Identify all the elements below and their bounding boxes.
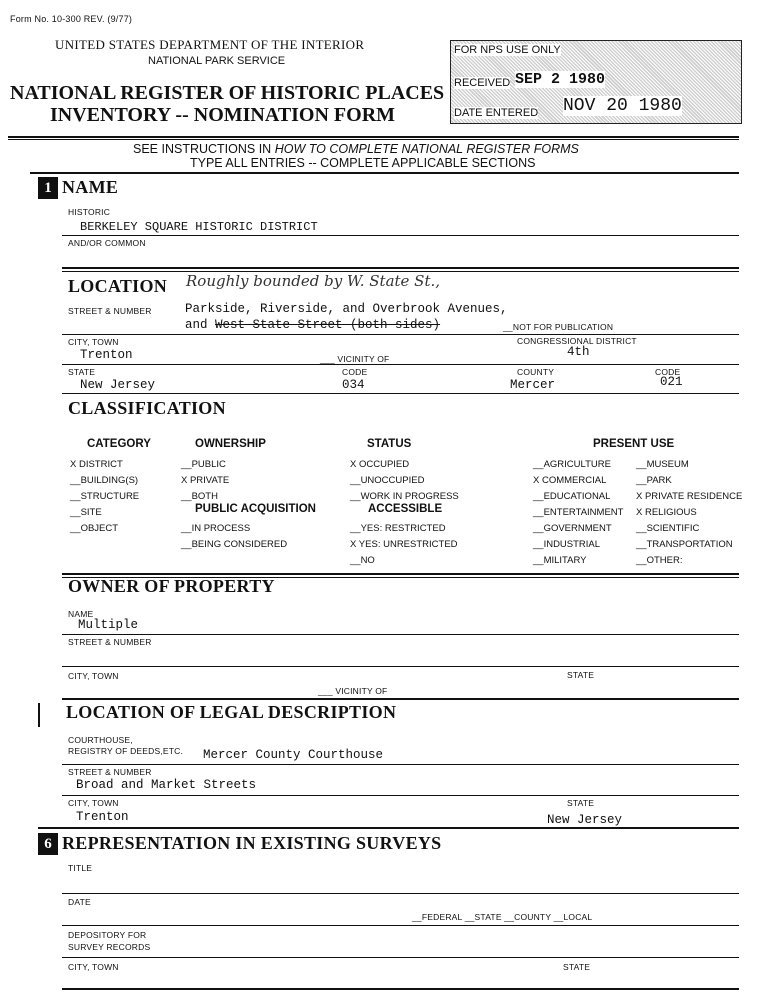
survey-date-label: DATE (68, 897, 91, 907)
acquisition-heading: PUBLIC ACQUISITION (195, 503, 316, 515)
depository-label-1: DEPOSITORY FOR (68, 930, 147, 940)
survey-levels: __FEDERAL __STATE __COUNTY __LOCAL (412, 912, 593, 922)
legal-state-label: STATE (567, 798, 595, 808)
owner-name-label: NAME (68, 609, 94, 619)
county-value: Mercer (510, 378, 556, 392)
depository-label-2: SURVEY RECORDS (68, 942, 151, 952)
code2-value: 021 (660, 375, 683, 389)
entered-stamp: NOV 20 1980 (563, 96, 682, 116)
instructions-line2: TYPE ALL ENTRIES -- COMPLETE APPLICABLE SECTIONS (190, 156, 536, 170)
legal-street-value: Broad and Market Streets (76, 778, 257, 792)
status-list: X OCCUPIED __UNOCCUPIED __WORK IN PROGRESS (350, 459, 459, 502)
handwritten-note: Roughly bounded by W. State St., (186, 272, 441, 290)
location-title: LOCATION (68, 276, 168, 296)
entered-label: DATE ENTERED (454, 107, 539, 119)
courthouse-value: Mercer County Courthouse (203, 748, 384, 762)
legal-state-value: New Jersey (547, 813, 623, 827)
present-use-heading: PRESENT USE (593, 438, 675, 450)
present-use-right: __MUSEUM __PARK X PRIVATE RESIDENCE X RELIGIOUS __SCIENTIFIC __TRANSPORTATION __OTHER: (636, 459, 743, 566)
congress-value: 4th (567, 345, 590, 359)
historic-label: HISTORIC (68, 207, 111, 217)
section-surveys-header (38, 832, 442, 855)
congress-label: CONGRESSIONAL DISTRICT (517, 336, 637, 346)
received-label: RECEIVED (454, 77, 511, 89)
section-number: 1 (38, 177, 58, 199)
section-title: NAME (62, 177, 119, 197)
common-label: AND/OR COMMON (68, 238, 146, 248)
form-title-line2: INVENTORY -- NOMINATION FORM (50, 104, 396, 126)
owner-city-label: CITY, TOWN (68, 671, 119, 681)
nps-use-box (450, 40, 742, 124)
status-heading: STATUS (367, 438, 412, 450)
accessible-heading: ACCESSIBLE (368, 503, 443, 515)
historic-name: BERKELEY SQUARE HISTORIC DISTRICT (80, 220, 318, 234)
street-line1: Parkside, Riverside, and Overbrook Avenues, (185, 302, 508, 316)
courthouse-label-1: COURTHOUSE, (68, 735, 133, 745)
state-label: STATE (68, 367, 96, 377)
form-title-line1: NATIONAL REGISTER OF HISTORIC PLACES (10, 82, 445, 104)
section-name-header (38, 176, 118, 199)
section-number-6: 6 (38, 833, 58, 855)
owner-name-value: Multiple (78, 618, 139, 632)
category-list: X DISTRICT __BUILDING(S) __STRUCTURE __SITE __OBJECT (70, 459, 140, 534)
form-number: Form No. 10-300 REV. (9/77) (10, 14, 133, 24)
survey-city-label: CITY, TOWN (68, 962, 119, 972)
received-stamp: SEP 2 1980 (515, 71, 606, 88)
code-label: CODE (342, 367, 368, 377)
legal-street-label: STREET & NUMBER (68, 767, 152, 777)
not-for-publication: __NOT FOR PUBLICATION (503, 322, 614, 332)
ownership-list: __PUBLIC X PRIVATE __BOTH (181, 459, 230, 502)
code2-label: CODE (655, 367, 681, 377)
survey-state-label: STATE (563, 962, 591, 972)
courthouse-label-2: REGISTRY OF DEEDS,ETC. (68, 746, 184, 756)
present-use-left: __AGRICULTURE X COMMERCIAL __EDUCATIONAL __ENTERTAINMENT __GOVERNMENT __INDUSTRIAL __MILITARY (533, 459, 624, 566)
category-heading: CATEGORY (87, 438, 151, 450)
acquisition-list: __IN PROCESS __BEING CONSIDERED (181, 523, 288, 550)
code-value: 034 (342, 378, 365, 392)
nps-label: FOR NPS USE ONLY (454, 44, 561, 56)
legal-city-label: CITY, TOWN (68, 798, 119, 808)
legal-title: LOCATION OF LEGAL DESCRIPTION (66, 702, 397, 722)
city-value: Trenton (80, 348, 133, 362)
accessible-list: __YES: RESTRICTED X YES: UNRESTRICTED __NO (350, 523, 458, 566)
city-label: CITY, TOWN (68, 337, 119, 347)
county-label: COUNTY (517, 367, 555, 377)
service: NATIONAL PARK SERVICE (148, 55, 286, 67)
state-value: New Jersey (80, 378, 156, 392)
classification-title: CLASSIFICATION (68, 398, 226, 418)
survey-title-label: TITLE (68, 863, 93, 873)
street-label: STREET & NUMBER (68, 306, 152, 316)
surveys-title: REPRESENTATION IN EXISTING SURVEYS (62, 833, 442, 853)
owner-vicinity: ___ VICINITY OF (318, 686, 388, 696)
owner-state-label: STATE (567, 670, 595, 680)
street-line2: and West State Street (both sides) (185, 318, 441, 332)
department: UNITED STATES DEPARTMENT OF THE INTERIOR (55, 37, 365, 52)
instructions-line1: SEE INSTRUCTIONS IN HOW TO COMPLETE NATIONAL REGISTER FORMS (133, 142, 579, 156)
owner-title: OWNER OF PROPERTY (68, 576, 275, 596)
ownership-heading: OWNERSHIP (195, 438, 266, 450)
vicinity: ___ VICINITY OF (320, 354, 390, 364)
legal-city-value: Trenton (76, 810, 129, 824)
owner-street-label: STREET & NUMBER (68, 637, 152, 647)
